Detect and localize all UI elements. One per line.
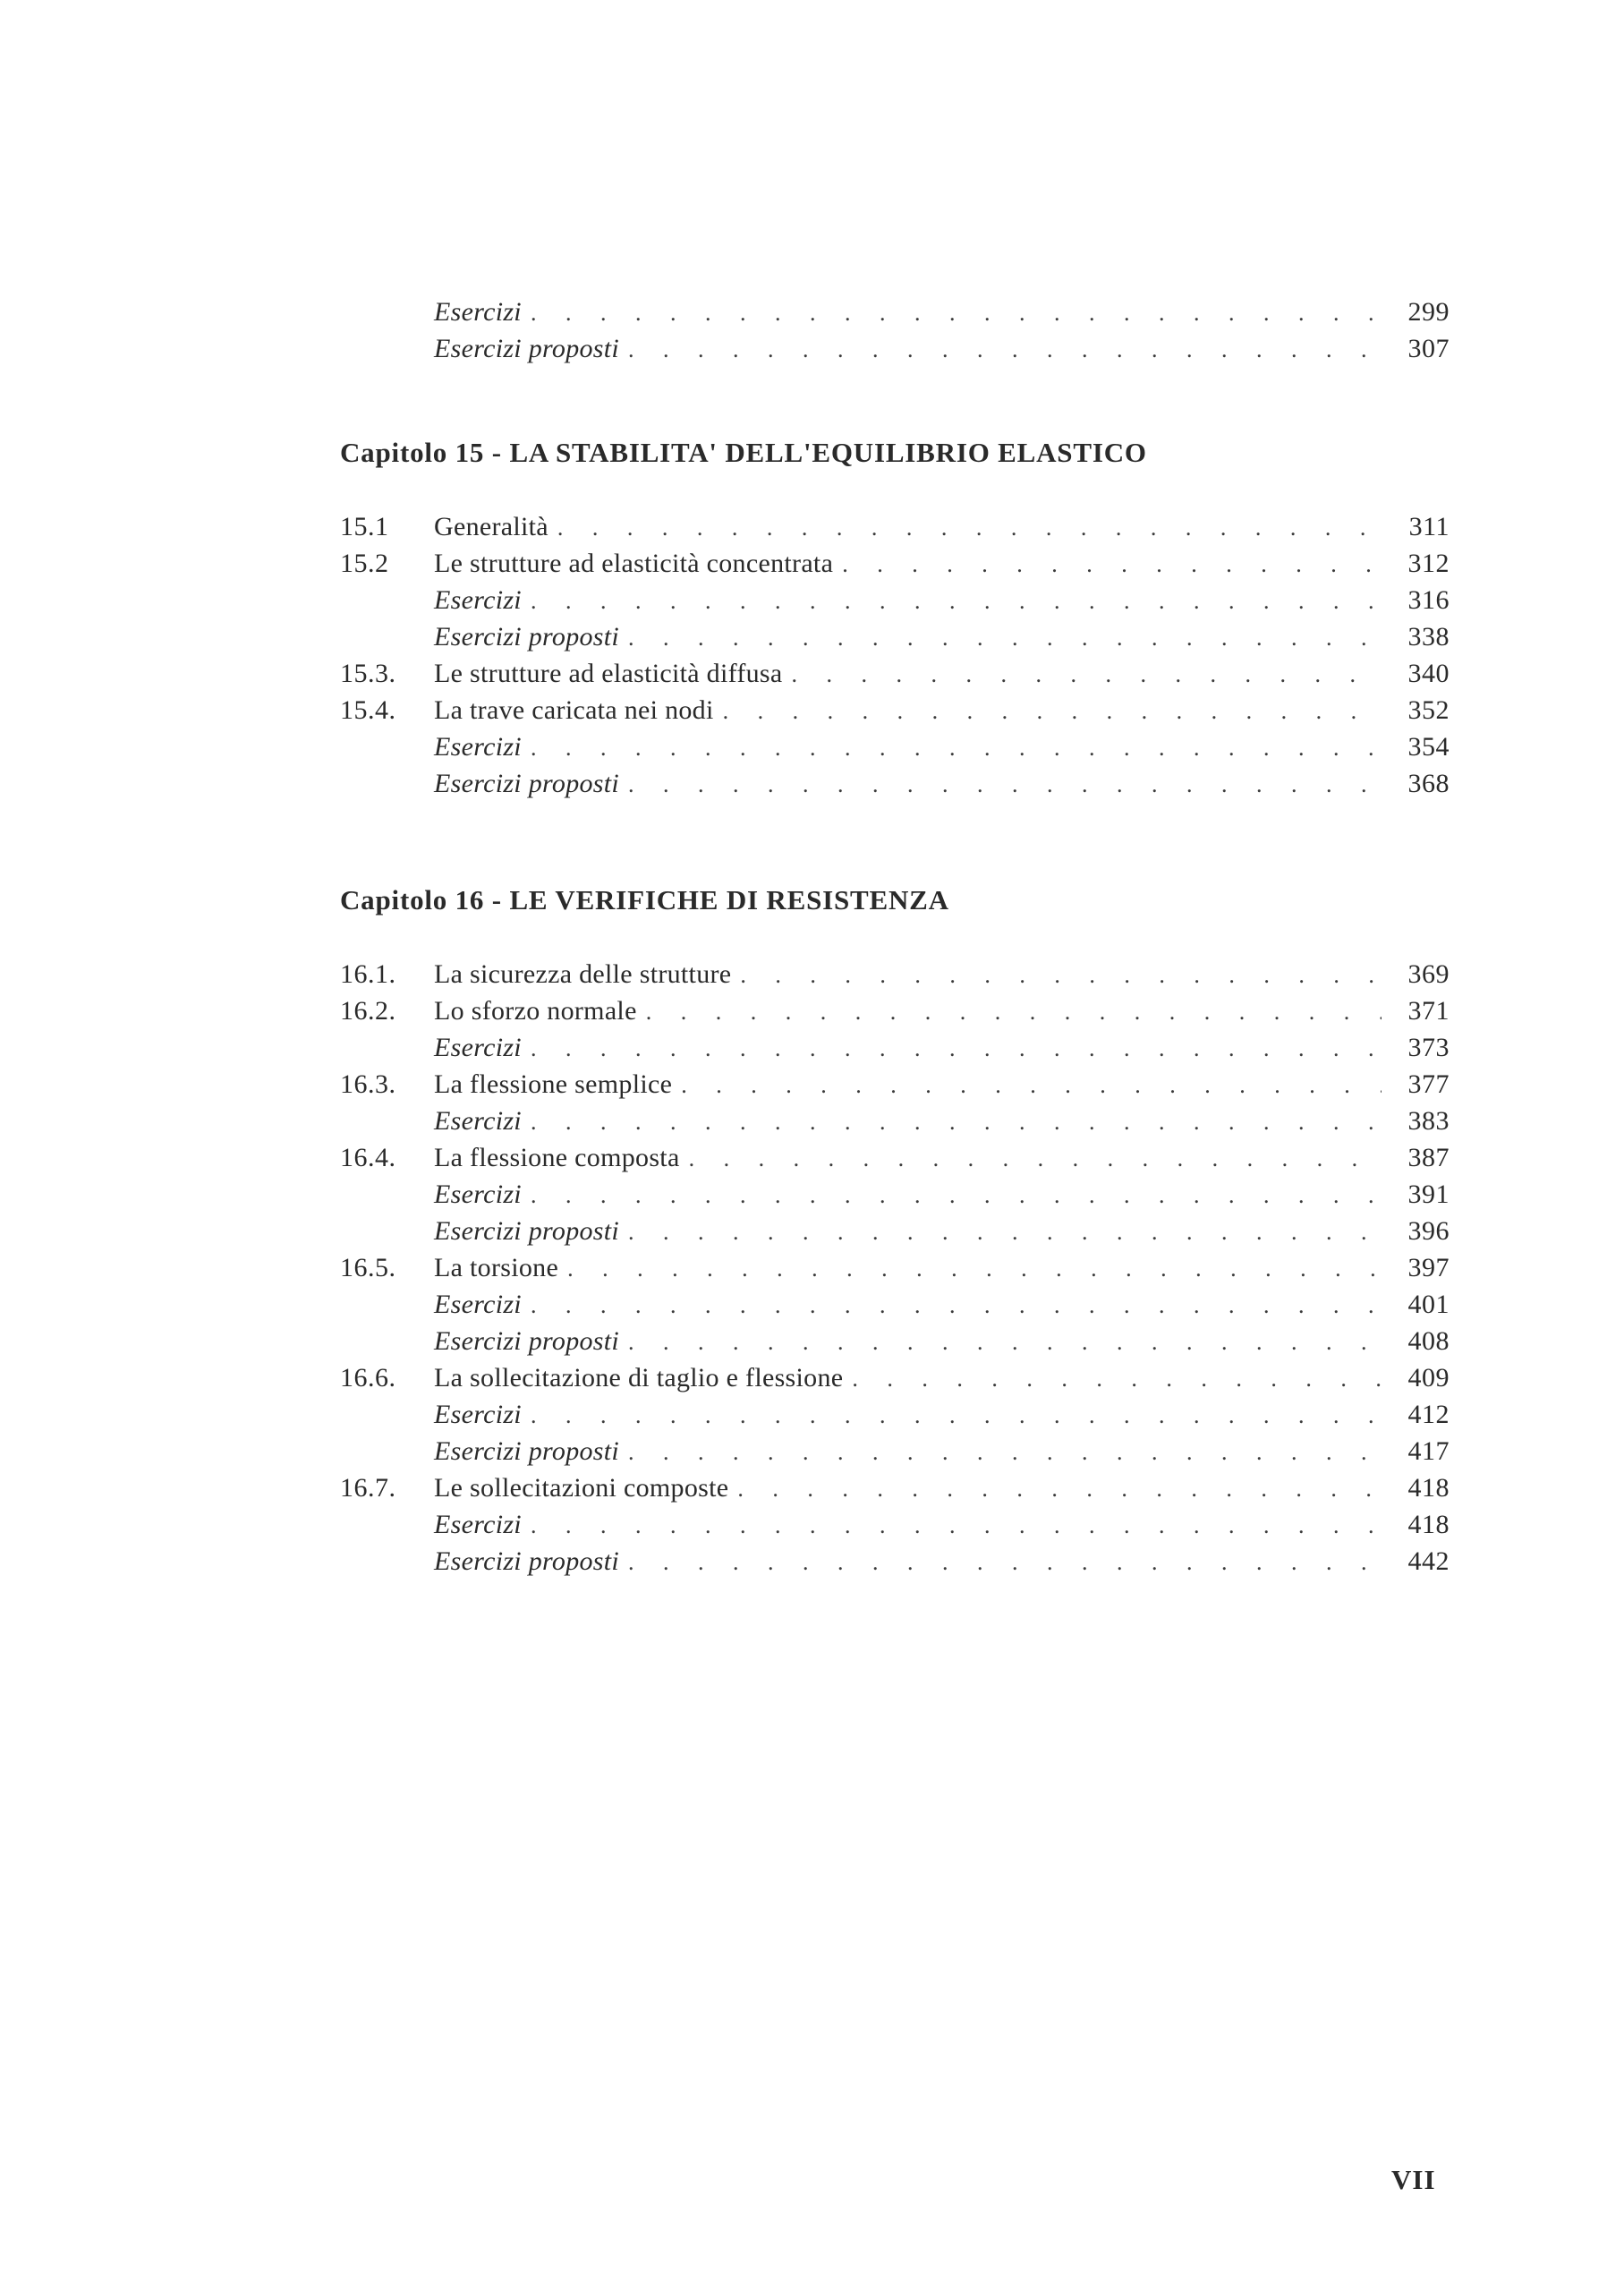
toc-entry-page: 373	[1407, 1033, 1450, 1062]
toc-entry	[340, 1103, 1450, 1139]
dot-leader	[646, 993, 1382, 1030]
toc-entry-title: La flessione semplice	[434, 1069, 673, 1099]
toc-entry-page: 397	[1407, 1253, 1450, 1282]
toc-entry-page: 418	[1407, 1510, 1450, 1539]
toc-entry-page: 387	[1407, 1143, 1450, 1172]
toc-entry-page: 316	[1407, 585, 1450, 615]
dot-leader	[557, 509, 1382, 546]
toc-entry-page: 409	[1407, 1363, 1450, 1392]
dot-leader	[531, 1030, 1382, 1067]
toc-entry-title: Le strutture ad elasticità diffusa	[434, 659, 783, 688]
toc-entry-title: Le sollecitazioni composte	[434, 1473, 729, 1503]
toc-entry	[340, 992, 1450, 1029]
dot-leader	[531, 583, 1382, 619]
dot-leader	[531, 1397, 1382, 1434]
toc-entry	[340, 1139, 1450, 1176]
toc-entry-title: Esercizi proposti	[434, 1326, 620, 1356]
toc-entry-number: 16.5.	[340, 1253, 396, 1282]
dot-leader	[689, 1140, 1382, 1177]
toc-entry	[340, 618, 1450, 655]
dot-leader	[681, 1067, 1382, 1103]
toc-entry-page: 312	[1407, 549, 1450, 578]
toc-entry-title: Esercizi	[434, 1400, 522, 1429]
toc-entry-title: Esercizi	[434, 1510, 522, 1539]
toc-entry-number: 16.7.	[340, 1473, 396, 1503]
toc-entry-page: 338	[1407, 622, 1450, 652]
toc-entry	[340, 1176, 1450, 1213]
toc-entry-number: 15.4.	[340, 695, 396, 725]
chapter-15-heading: Capitolo 15 - LA STABILITA' DELL'EQUILIBRIO ELASTICO	[340, 437, 1147, 468]
toc-entry-page: 369	[1407, 959, 1450, 989]
toc-entry-title: Esercizi	[434, 1033, 522, 1062]
section-spacer	[340, 367, 1450, 433]
dot-leader	[531, 729, 1382, 766]
section-spacer	[340, 920, 1450, 956]
toc-entry-number: 16.6.	[340, 1363, 396, 1392]
dot-leader	[567, 1250, 1382, 1287]
toc-entry-title: La trave caricata nei nodi	[434, 695, 714, 725]
toc-entry-title: Esercizi	[434, 1290, 522, 1319]
dot-leader	[531, 1507, 1382, 1544]
toc-entry	[340, 545, 1450, 582]
toc-entry-page: 311	[1408, 512, 1450, 541]
toc-entry	[340, 1543, 1450, 1580]
toc-entry	[340, 1506, 1450, 1543]
toc-entry-title: Esercizi	[434, 732, 522, 762]
toc-entry-page: 391	[1407, 1180, 1450, 1209]
toc-entry	[340, 1359, 1450, 1396]
toc-entry-title: Lo sforzo normale	[434, 996, 637, 1026]
toc-entry	[340, 1066, 1450, 1103]
page-number: VII	[1391, 2164, 1436, 2195]
toc-entry	[340, 1213, 1450, 1249]
toc-entry-title: La sicurezza delle strutture	[434, 959, 732, 989]
dot-leader	[628, 331, 1382, 368]
dot-leader	[723, 693, 1382, 729]
section-spacer	[340, 802, 1450, 881]
toc-entry-page: 401	[1407, 1290, 1450, 1319]
dot-leader	[628, 1434, 1382, 1470]
toc-entry	[340, 1286, 1450, 1323]
toc-entry-title: La flessione composta	[434, 1143, 680, 1172]
toc-entry-page: 412	[1407, 1400, 1450, 1429]
toc-entry-page: 418	[1407, 1473, 1450, 1503]
toc-entry-title: La torsione	[434, 1253, 559, 1282]
toc-entry-title: La sollecitazione di taglio e flessione	[434, 1363, 844, 1392]
toc-entry-number: 16.4.	[340, 1143, 396, 1172]
toc-entry-title: Esercizi proposti	[434, 1436, 620, 1466]
toc-entry-title: Esercizi proposti	[434, 334, 620, 363]
dot-leader	[842, 546, 1382, 583]
dot-leader	[628, 766, 1382, 803]
toc-entry	[340, 1433, 1450, 1469]
toc-entry-title: Esercizi	[434, 585, 522, 615]
dot-leader	[740, 957, 1382, 993]
dot-leader	[852, 1360, 1382, 1397]
toc-entry-page: 383	[1407, 1106, 1450, 1136]
toc-entry	[340, 1029, 1450, 1066]
toc-entry-title: Generalità	[434, 512, 548, 541]
toc-entry-title: Esercizi proposti	[434, 1546, 620, 1576]
toc-entry-page: 299	[1407, 297, 1450, 327]
toc-entry-title: Esercizi proposti	[434, 1216, 620, 1246]
toc-entry-title: Esercizi proposti	[434, 769, 620, 798]
chapter-16-heading: Capitolo 16 - LE VERIFICHE DI RESISTENZA	[340, 884, 949, 916]
toc-entry-title: Esercizi	[434, 297, 522, 327]
dot-leader	[531, 1287, 1382, 1324]
toc-entry-number: 16.2.	[340, 996, 396, 1026]
chapter-16-entries	[340, 956, 1450, 1580]
dot-leader	[628, 1324, 1382, 1360]
toc-entry-title: Esercizi	[434, 1106, 522, 1136]
toc-entry	[340, 582, 1450, 618]
table-of-contents	[340, 294, 1450, 1580]
toc-entry	[340, 508, 1450, 545]
toc-entry-number: 15.1	[340, 512, 389, 541]
toc-entry-page: 307	[1407, 334, 1450, 363]
toc-entry-title: Esercizi proposti	[434, 622, 620, 652]
toc-entry	[340, 956, 1450, 992]
toc-entry-page: 368	[1407, 769, 1450, 798]
toc-entry-page: 442	[1407, 1546, 1450, 1576]
toc-entry-page: 377	[1407, 1069, 1450, 1099]
dot-leader	[792, 656, 1382, 693]
toc-entry	[340, 728, 1450, 765]
dot-leader	[531, 1103, 1382, 1140]
toc-entry	[340, 692, 1450, 728]
toc-lead-in-section	[340, 294, 1450, 367]
toc-entry	[340, 1323, 1450, 1359]
toc-entry	[340, 1249, 1450, 1286]
toc-entry-page: 396	[1407, 1216, 1450, 1246]
dot-leader	[531, 294, 1382, 331]
toc-entry-page: 417	[1407, 1436, 1450, 1466]
toc-entry-page: 354	[1407, 732, 1450, 762]
dot-leader	[628, 619, 1382, 656]
toc-entry-number: 15.3.	[340, 659, 396, 688]
section-spacer	[340, 473, 1450, 508]
dot-leader	[737, 1470, 1382, 1507]
toc-entry	[340, 655, 1450, 692]
toc-entry	[340, 294, 1450, 330]
toc-entry-page: 352	[1407, 695, 1450, 725]
dot-leader	[628, 1544, 1382, 1580]
dot-leader	[628, 1214, 1382, 1250]
toc-entry-page: 371	[1407, 996, 1450, 1026]
toc-entry-number: 16.3.	[340, 1069, 396, 1099]
toc-entry-number: 16.1.	[340, 959, 396, 989]
toc-entry	[340, 765, 1450, 802]
toc-entry-title: Le strutture ad elasticità concentrata	[434, 549, 834, 578]
toc-entry	[340, 1396, 1450, 1433]
toc-entry-title: Esercizi	[434, 1180, 522, 1209]
toc-entry-number: 15.2	[340, 549, 389, 578]
toc-entry-page: 340	[1407, 659, 1450, 688]
dot-leader	[531, 1177, 1382, 1214]
toc-entry	[340, 1469, 1450, 1506]
toc-entry-page: 408	[1407, 1326, 1450, 1356]
toc-entry	[340, 330, 1450, 367]
chapter-15-entries	[340, 508, 1450, 802]
